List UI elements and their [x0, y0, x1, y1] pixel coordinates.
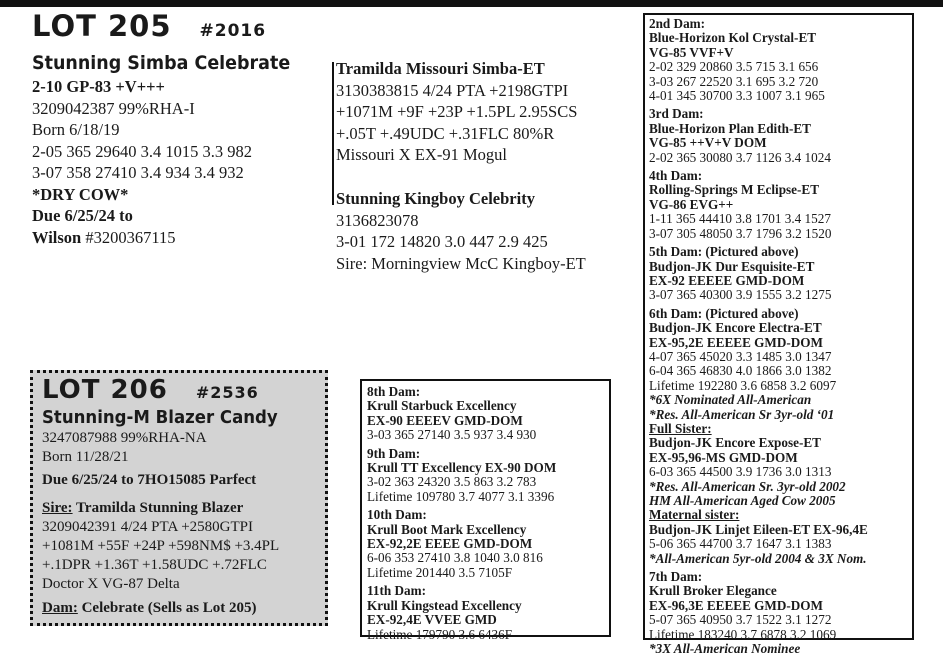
dam-sire-line-2: 3-01 172 14820 3.0 447 2.9 425 — [336, 232, 548, 251]
pedigree-line: *Res. All-American Sr 3yr-old ‘01 — [649, 406, 835, 422]
pedigree-line: 3rd Dam: — [649, 106, 704, 122]
pedigree-line: EX-92 EEEEE GMD-DOM — [649, 272, 805, 288]
pedigree-line: 2nd Dam: — [649, 16, 706, 31]
lot-205-heading — [32, 10, 313, 47]
pedigree-line: Krull Kingstead Excellency — [367, 597, 522, 613]
lot-205-registration: 3209042387 99%RHA-I — [32, 98, 195, 118]
lot-205-record-2: 3-07 358 27410 3.4 934 3.4 932 — [32, 163, 244, 182]
pedigree-line: 5-06 365 44700 3.7 1647 3.1 1383 — [649, 536, 832, 552]
sire-line-4: Missouri X EX-91 Mogul — [336, 145, 507, 164]
pedigree-line: *6X Nominated All-American — [649, 392, 812, 408]
pedigree-line: Lifetime 192280 3.6 6858 3.2 6097 — [649, 377, 837, 393]
pedigree-line: 4-01 345 30700 3.3 1007 3.1 965 — [649, 88, 825, 104]
lot-205-classification: 2-10 GP-83 +V+++ — [32, 77, 165, 96]
pedigree-line: *Res. All-American Sr. 3yr-old 2002 — [649, 478, 846, 494]
pedigree-line: VG-85 ++V+V DOM — [649, 135, 767, 151]
pedigree-line: EX-95,96-MS GMD-DOM — [649, 449, 798, 465]
pedigree-line: EX-90 EEEEV GMD-DOM — [367, 412, 523, 428]
pedigree-line: Full Sister: — [649, 420, 712, 436]
pedigree-box-right — [643, 13, 914, 656]
pedigree-line: 6-04 365 46830 4.0 1866 3.0 1382 — [649, 363, 832, 379]
pedigree-line: Krull Boot Mark Excellency — [367, 521, 527, 537]
pedigree-line: 3-07 305 48050 3.7 1796 3.2 1520 — [649, 225, 832, 241]
lot-206-due: Due 6/25/24 to 7HO15085 Parfect — [42, 472, 257, 488]
lot-205-service-sire — [32, 227, 313, 249]
pedigree-line: 6th Dam: (Pictured above) — [649, 305, 799, 321]
pedigree-line: Lifetime 179790 3.6 6436F — [367, 626, 513, 642]
lot-206-heading — [42, 376, 325, 407]
lot-205-born: Born 6/18/19 — [32, 120, 120, 139]
pedigree-line: 10th Dam: — [367, 507, 427, 523]
pedigree-line: Budjon-JK Encore Expose-ET — [649, 435, 821, 451]
lot-206-sire — [42, 499, 325, 518]
lot-205-dry-cow: *DRY COW* — [32, 184, 129, 204]
pedigree-line: Lifetime 201440 3.5 7105F — [367, 564, 513, 580]
lot-206-dam — [42, 599, 325, 618]
sire-line-2: +1071M +9F +23P +1.5PL 2.95SCS — [336, 102, 578, 121]
dam-sire-name: Stunning Kingboy Celebrity — [336, 189, 535, 208]
lot-205-wilson-reg: #3200367115 — [81, 227, 176, 247]
lot-206-sire-label: Sire: — [42, 500, 73, 516]
pedigree-line: Maternal sister: — [649, 507, 740, 523]
pedigree-line: Krull TT Excellency EX-90 DOM — [367, 460, 557, 476]
lot-205-label: LOT 205 — [32, 9, 172, 43]
pedigree-line: 9th Dam: — [367, 445, 421, 461]
pedigree-line: VG-85 VVF+V — [649, 44, 734, 60]
lot-205-wilson-label: Wilson — [32, 227, 82, 247]
lot-206-cow-name: Stunning-M Blazer Candy — [42, 407, 278, 428]
pedigree-line: Rolling-Springs M Eclipse-ET — [649, 182, 819, 198]
pedigree-line: 6-03 365 44500 3.9 1736 3.0 1313 — [649, 464, 832, 480]
lot-205-record-1: 2-05 365 29640 3.4 1015 3.3 982 — [32, 141, 252, 161]
pedigree-line: 2-02 365 30080 3.7 1126 3.4 1024 — [649, 149, 831, 165]
pedigree-line: 2-02 329 20860 3.5 715 3.1 656 — [649, 59, 819, 75]
pedigree-line: VG-86 EVG++ — [649, 196, 734, 212]
pedigree-line: EX-95,2E EEEEE GMD-DOM — [649, 334, 824, 350]
lot-205-catalog-number: #2016 — [199, 21, 267, 41]
pedigree-line: 7th Dam: — [649, 569, 703, 585]
pedigree-line: Budjon-JK Linjet Eileen-ET EX-96,4E — [649, 521, 868, 537]
pedigree-line: 6-06 353 27410 3.8 1040 3.0 816 — [367, 550, 543, 566]
pedigree-line: Blue-Horizon Kol Crystal-ET — [649, 30, 817, 46]
pedigree-line: EX-92,4E VVEE GMD — [367, 612, 497, 628]
sire-block — [336, 58, 577, 166]
dam-sire-line-3: Sire: Morningview McC Kingboy-ET — [336, 253, 586, 273]
lot-206-registration: 3247087988 99%RHA-NA — [42, 430, 207, 446]
pedigree-line: 3-07 365 40300 3.9 1555 3.2 1275 — [649, 287, 832, 303]
lot-205-due: Due 6/25/24 to — [32, 206, 133, 225]
pedigree-line: 8th Dam: — [367, 384, 421, 399]
lot-206-sire-name: Tramilda Stunning Blazer — [72, 500, 244, 516]
sire-line-3: +.05T +.49UDC +.31FLC 80%R — [336, 123, 555, 143]
pedigree-line: Budjon-JK Encore Electra-ET — [649, 320, 822, 336]
pedigree-line: 4-07 365 45020 3.3 1485 3.0 1347 — [649, 348, 832, 364]
top-rule — [0, 0, 943, 7]
dam-sire-line-1: 3136823078 — [336, 210, 419, 230]
lot-206-dam-text: Celebrate (Sells as Lot 205) — [77, 600, 257, 616]
pedigree-line: 5-07 365 40950 3.7 1522 3.1 1272 — [649, 612, 832, 628]
pedigree-line: Lifetime 109780 3.7 4077 3.1 3396 — [367, 488, 555, 504]
pedigree-line: *All-American 5yr-old 2004 & 3X Nom. — [649, 550, 867, 566]
lot-206-dam-label: Dam: — [42, 600, 78, 616]
lot-206-block — [30, 370, 328, 626]
pedigree-line: 4th Dam: — [649, 168, 703, 184]
pedigree-line: 5th Dam: (Pictured above) — [649, 244, 799, 260]
pedigree-line: EX-92,2E EEEE GMD-DOM — [367, 536, 533, 552]
lot-206-sire-line-2: +1081M +55F +24P +598NM$ +3.4PL — [42, 538, 280, 554]
lot-205-cow-name: Stunning Simba Celebrate — [32, 52, 291, 74]
pedigree-line: Blue-Horizon Plan Edith-ET — [649, 120, 811, 136]
pedigree-line: 11th Dam: — [367, 583, 426, 599]
lot-206-sire-line-4: Doctor X VG-87 Delta — [42, 576, 180, 592]
pedigree-line: 3-03 365 27140 3.5 937 3.4 930 — [367, 427, 537, 443]
pedigree-line: EX-96,3E EEEEE GMD-DOM — [649, 597, 824, 613]
lot-206-born: Born 11/28/21 — [42, 449, 129, 465]
pedigree-box-bottom — [360, 379, 611, 642]
lot-206-sire-line-3: +.1DPR +1.36T +1.58UDC +.72FLC — [42, 557, 267, 573]
lot-205-block — [32, 10, 313, 248]
vertical-divider — [332, 62, 334, 205]
pedigree-line: 3-02 363 24320 3.5 863 3.2 783 — [367, 474, 537, 490]
sire-line-1: 3130383815 4/24 PTA +2198GTPI — [336, 80, 569, 100]
pedigree-line: *3X All-American Nominee — [649, 641, 801, 656]
pedigree-line: Krull Starbuck Excellency — [367, 398, 517, 414]
pedigree-line: 3-03 267 22520 3.1 695 3.2 720 — [649, 73, 819, 89]
lot-206-label: LOT 206 — [42, 375, 168, 405]
lot-206-catalog-number: #2536 — [195, 383, 259, 402]
pedigree-line: Budjon-JK Dur Esquisite-ET — [649, 258, 815, 274]
dam-sire-block — [336, 188, 586, 274]
pedigree-line: 1-11 365 44410 3.8 1701 3.4 1527 — [649, 211, 831, 227]
sire-name: Tramilda Missouri Simba-ET — [336, 59, 545, 78]
pedigree-line: Krull Broker Elegance — [649, 583, 777, 599]
pedigree-line: HM All-American Aged Cow 2005 — [649, 493, 836, 508]
lot-206-sire-line-1: 3209042391 4/24 PTA +2580GTPI — [42, 519, 254, 535]
pedigree-line: Lifetime 183240 3.7 6878 3.2 1069 — [649, 626, 837, 642]
